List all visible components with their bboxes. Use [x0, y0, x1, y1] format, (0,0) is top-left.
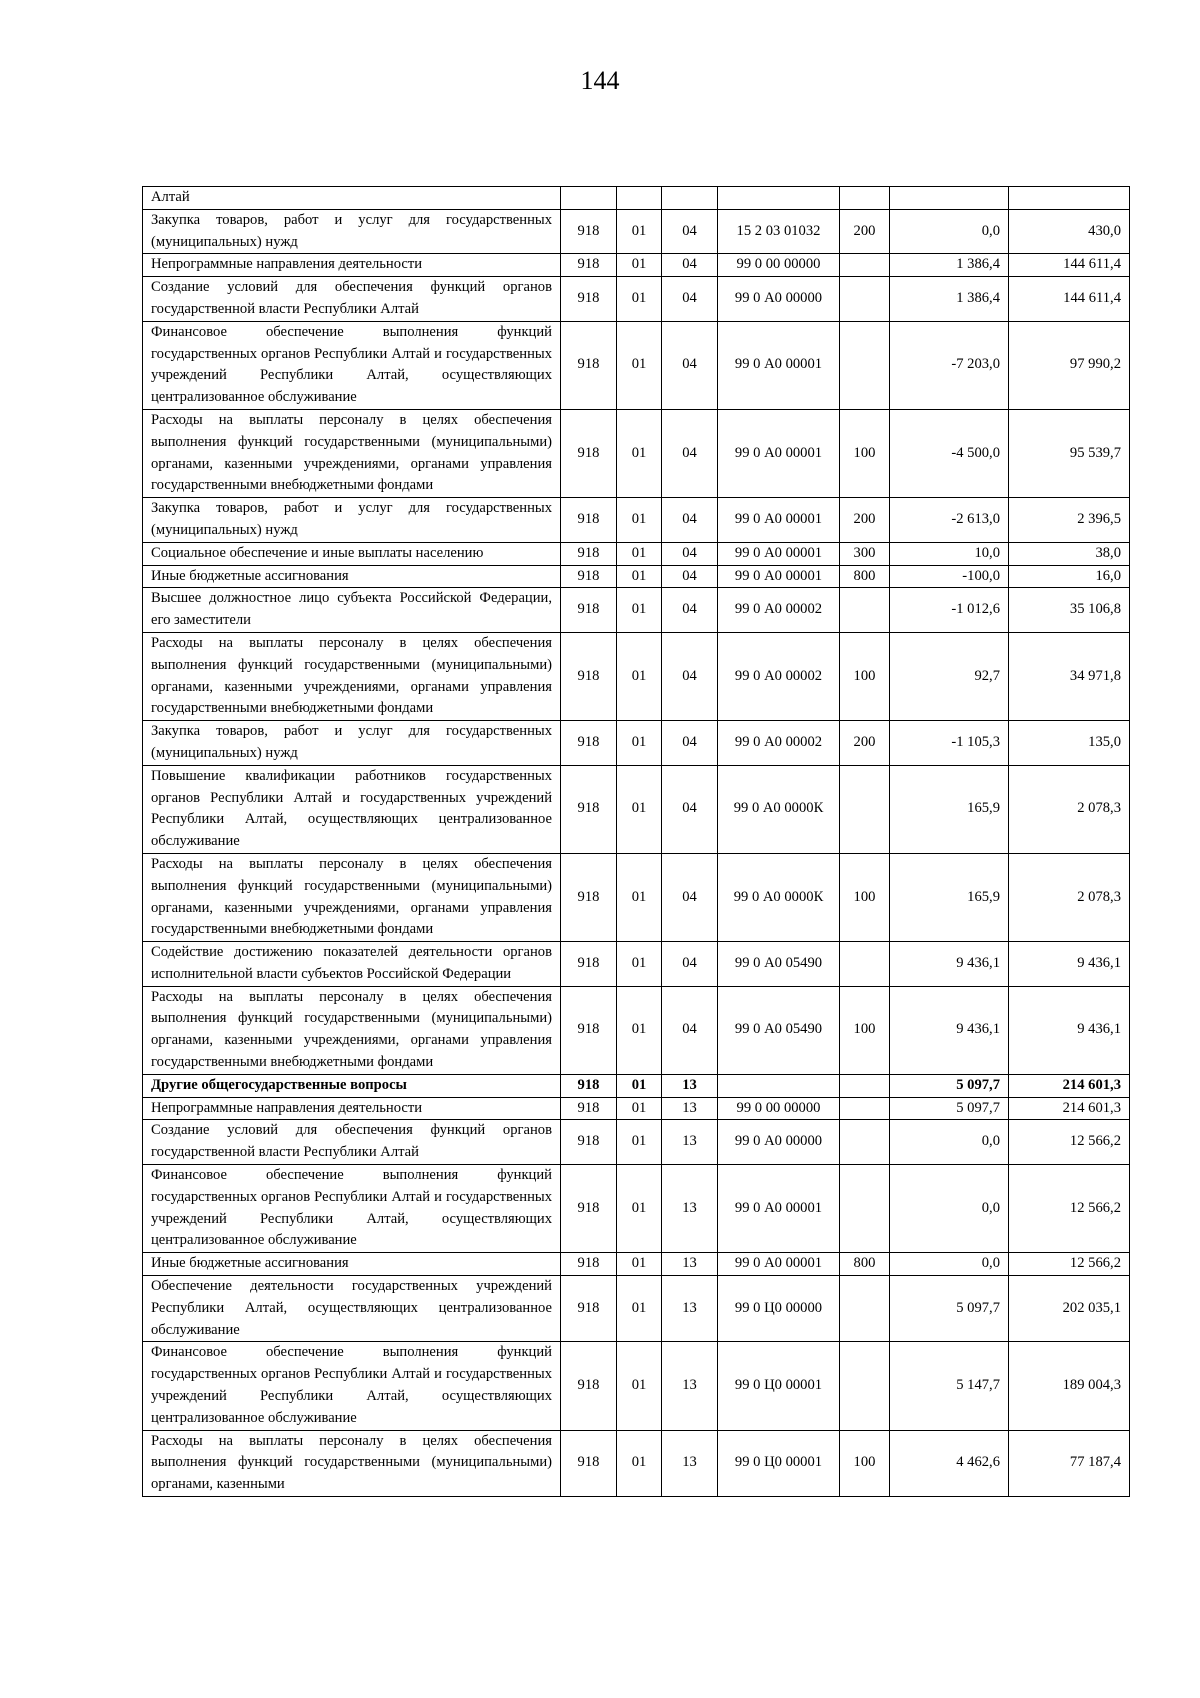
- row-name-cell: Закупка товаров, работ и услуг для государственных (муниципальных) нужд: [143, 209, 561, 254]
- row-ministry-code-cell: 918: [561, 409, 617, 497]
- row-subsection-cell: 04: [662, 721, 718, 766]
- row-section-cell: 01: [617, 277, 662, 322]
- row-section-cell: 01: [617, 498, 662, 543]
- row-expense-type-cell: [840, 187, 890, 210]
- row-total-amount-cell: 135,0: [1009, 721, 1130, 766]
- row-expense-type-cell: [840, 1342, 890, 1430]
- row-name-cell: Обеспечение деятельности государственных учреждений Республики Алтай, осуществляющих централизованное обслуживание: [143, 1276, 561, 1342]
- row-name-cell: Высшее должностное лицо субъекта Российской Федерации, его заместители: [143, 588, 561, 633]
- row-ministry-code-cell: 918: [561, 254, 617, 277]
- row-change-amount-cell: 10,0: [890, 542, 1009, 565]
- row-subsection-cell: 13: [662, 1276, 718, 1342]
- row-change-amount-cell: 1 386,4: [890, 277, 1009, 322]
- row-subsection-cell: [662, 187, 718, 210]
- row-subsection-cell: 13: [662, 1074, 718, 1097]
- row-ministry-code-cell: 918: [561, 1430, 617, 1496]
- row-subsection-cell: 13: [662, 1430, 718, 1496]
- row-subsection-cell: 04: [662, 588, 718, 633]
- row-expense-type-cell: 300: [840, 542, 890, 565]
- row-ministry-code-cell: 918: [561, 853, 617, 941]
- row-ministry-code-cell: 918: [561, 588, 617, 633]
- row-ministry-code-cell: 918: [561, 632, 617, 720]
- table-row: [143, 1165, 1130, 1253]
- row-subsection-cell: 04: [662, 254, 718, 277]
- table-row: [143, 277, 1130, 322]
- row-section-cell: 01: [617, 209, 662, 254]
- row-subsection-cell: 04: [662, 498, 718, 543]
- row-total-amount-cell: 202 035,1: [1009, 1276, 1130, 1342]
- row-change-amount-cell: 5 097,7: [890, 1074, 1009, 1097]
- row-section-cell: 01: [617, 1430, 662, 1496]
- row-target-article-cell: 99 0 А0 00001: [718, 321, 840, 409]
- row-target-article-cell: 99 0 А0 0000К: [718, 853, 840, 941]
- row-total-amount-cell: 12 566,2: [1009, 1253, 1130, 1276]
- row-ministry-code-cell: 918: [561, 1253, 617, 1276]
- table-body: [143, 187, 1130, 1497]
- row-target-article-cell: 99 0 Ц0 00000: [718, 1276, 840, 1342]
- row-target-article-cell: 99 0 А0 00002: [718, 721, 840, 766]
- row-expense-type-cell: [840, 1120, 890, 1165]
- table-row: [143, 321, 1130, 409]
- row-section-cell: 01: [617, 765, 662, 853]
- row-target-article-cell: 99 0 Ц0 00001: [718, 1430, 840, 1496]
- table-row: [143, 254, 1130, 277]
- row-expense-type-cell: [840, 765, 890, 853]
- row-name-cell: Иные бюджетные ассигнования: [143, 1253, 561, 1276]
- table-row: [143, 187, 1130, 210]
- row-section-cell: 01: [617, 254, 662, 277]
- row-subsection-cell: 04: [662, 765, 718, 853]
- row-ministry-code-cell: 918: [561, 765, 617, 853]
- page-number: 144: [580, 66, 620, 95]
- row-change-amount-cell: 9 436,1: [890, 942, 1009, 987]
- row-expense-type-cell: [840, 254, 890, 277]
- row-name-cell: Расходы на выплаты персоналу в целях обеспечения выполнения функций государственными (муниципальными) органами, казенными: [143, 1430, 561, 1496]
- row-section-cell: 01: [617, 1120, 662, 1165]
- row-name-cell: Другие общегосударственные вопросы: [143, 1074, 561, 1097]
- row-name-cell: Расходы на выплаты персоналу в целях обеспечения выполнения функций государственными (муниципальными) органами, казенными учреждениями, органами управления государственными внебюджетными фондами: [143, 409, 561, 497]
- row-change-amount-cell: -1 105,3: [890, 721, 1009, 766]
- row-expense-type-cell: [840, 277, 890, 322]
- row-name-cell: Закупка товаров, работ и услуг для государственных (муниципальных) нужд: [143, 721, 561, 766]
- row-name-cell: Финансовое обеспечение выполнения функций государственных органов Республики Алтай и государственных учреждений Республики Алтай, осуществляющих централизованное обслуживание: [143, 321, 561, 409]
- row-total-amount-cell: 214 601,3: [1009, 1074, 1130, 1097]
- row-section-cell: 01: [617, 1253, 662, 1276]
- row-expense-type-cell: [840, 588, 890, 633]
- row-expense-type-cell: 100: [840, 409, 890, 497]
- row-subsection-cell: 04: [662, 942, 718, 987]
- row-target-article-cell: [718, 1074, 840, 1097]
- row-name-cell: Иные бюджетные ассигнования: [143, 565, 561, 588]
- row-total-amount-cell: 35 106,8: [1009, 588, 1130, 633]
- row-change-amount-cell: 0,0: [890, 1253, 1009, 1276]
- row-name-cell: Финансовое обеспечение выполнения функций государственных органов Республики Алтай и государственных учреждений Республики Алтай, осуществляющих централизованное обслуживание: [143, 1342, 561, 1430]
- row-section-cell: 01: [617, 1074, 662, 1097]
- row-subsection-cell: 04: [662, 209, 718, 254]
- row-name-cell: Непрограммные направления деятельности: [143, 254, 561, 277]
- row-total-amount-cell: 2 078,3: [1009, 765, 1130, 853]
- row-name-cell: Расходы на выплаты персоналу в целях обеспечения выполнения функций государственными (муниципальными) органами, казенными учреждениями, органами управления государственными внебюджетными фондами: [143, 986, 561, 1074]
- row-total-amount-cell: 430,0: [1009, 209, 1130, 254]
- row-ministry-code-cell: 918: [561, 1074, 617, 1097]
- row-expense-type-cell: [840, 1276, 890, 1342]
- row-change-amount-cell: [890, 187, 1009, 210]
- row-total-amount-cell: 95 539,7: [1009, 409, 1130, 497]
- row-total-amount-cell: 2 078,3: [1009, 853, 1130, 941]
- row-target-article-cell: 99 0 А0 00001: [718, 565, 840, 588]
- row-subsection-cell: 13: [662, 1120, 718, 1165]
- row-section-cell: 01: [617, 409, 662, 497]
- row-section-cell: 01: [617, 1276, 662, 1342]
- row-subsection-cell: 04: [662, 409, 718, 497]
- row-section-cell: 01: [617, 986, 662, 1074]
- row-name-cell: Алтай: [143, 187, 561, 210]
- row-ministry-code-cell: 918: [561, 1342, 617, 1430]
- row-name-cell: Расходы на выплаты персоналу в целях обеспечения выполнения функций государственными (муниципальными) органами, казенными учреждениями, органами управления государственными внебюджетными фондами: [143, 853, 561, 941]
- row-name-cell: Содействие достижению показателей деятельности органов исполнительной власти субъектов Российской Федерации: [143, 942, 561, 987]
- row-section-cell: 01: [617, 942, 662, 987]
- row-ministry-code-cell: 918: [561, 542, 617, 565]
- row-ministry-code-cell: 918: [561, 1120, 617, 1165]
- row-expense-type-cell: [840, 1097, 890, 1120]
- row-change-amount-cell: 0,0: [890, 1165, 1009, 1253]
- row-section-cell: 01: [617, 565, 662, 588]
- row-ministry-code-cell: 918: [561, 986, 617, 1074]
- table-row: [143, 1097, 1130, 1120]
- row-ministry-code-cell: 918: [561, 942, 617, 987]
- row-change-amount-cell: 1 386,4: [890, 254, 1009, 277]
- row-total-amount-cell: 2 396,5: [1009, 498, 1130, 543]
- table-row: [143, 409, 1130, 497]
- table-row: [143, 765, 1130, 853]
- row-target-article-cell: [718, 187, 840, 210]
- row-total-amount-cell: [1009, 187, 1130, 210]
- row-target-article-cell: 99 0 Ц0 00001: [718, 1342, 840, 1430]
- row-total-amount-cell: 144 611,4: [1009, 277, 1130, 322]
- row-subsection-cell: 13: [662, 1097, 718, 1120]
- row-subsection-cell: 04: [662, 632, 718, 720]
- row-subsection-cell: 04: [662, 853, 718, 941]
- row-change-amount-cell: -7 203,0: [890, 321, 1009, 409]
- row-name-cell: Расходы на выплаты персоналу в целях обеспечения выполнения функций государственными (муниципальными) органами, казенными учреждениями, органами управления государственными внебюджетными фондами: [143, 632, 561, 720]
- row-ministry-code-cell: 918: [561, 1097, 617, 1120]
- row-change-amount-cell: 5 097,7: [890, 1097, 1009, 1120]
- row-name-cell: Создание условий для обеспечения функций органов государственной власти Республики Алтай: [143, 277, 561, 322]
- row-section-cell: 01: [617, 1097, 662, 1120]
- row-section-cell: 01: [617, 853, 662, 941]
- row-name-cell: Закупка товаров, работ и услуг для государственных (муниципальных) нужд: [143, 498, 561, 543]
- row-ministry-code-cell: [561, 187, 617, 210]
- table-row: [143, 1276, 1130, 1342]
- row-total-amount-cell: 77 187,4: [1009, 1430, 1130, 1496]
- row-expense-type-cell: [840, 1165, 890, 1253]
- row-ministry-code-cell: 918: [561, 321, 617, 409]
- row-change-amount-cell: -4 500,0: [890, 409, 1009, 497]
- row-section-cell: 01: [617, 588, 662, 633]
- budget-table: [142, 186, 1130, 1497]
- table-row: [143, 1120, 1130, 1165]
- row-subsection-cell: 13: [662, 1165, 718, 1253]
- table-row: [143, 853, 1130, 941]
- table-row: [143, 542, 1130, 565]
- row-target-article-cell: 99 0 А0 00001: [718, 498, 840, 543]
- row-expense-type-cell: 100: [840, 853, 890, 941]
- row-change-amount-cell: 0,0: [890, 1120, 1009, 1165]
- row-section-cell: 01: [617, 632, 662, 720]
- row-change-amount-cell: 92,7: [890, 632, 1009, 720]
- row-expense-type-cell: 800: [840, 1253, 890, 1276]
- row-subsection-cell: 04: [662, 986, 718, 1074]
- row-ministry-code-cell: 918: [561, 209, 617, 254]
- row-target-article-cell: 99 0 00 00000: [718, 1097, 840, 1120]
- row-target-article-cell: 99 0 А0 05490: [718, 942, 840, 987]
- row-change-amount-cell: 4 462,6: [890, 1430, 1009, 1496]
- row-name-cell: Финансовое обеспечение выполнения функций государственных органов Республики Алтай и государственных учреждений Республики Алтай, осуществляющих централизованное обслуживание: [143, 1165, 561, 1253]
- row-target-article-cell: 15 2 03 01032: [718, 209, 840, 254]
- row-change-amount-cell: -2 613,0: [890, 498, 1009, 543]
- row-total-amount-cell: 189 004,3: [1009, 1342, 1130, 1430]
- table-row: [143, 1253, 1130, 1276]
- row-target-article-cell: 99 0 А0 00002: [718, 588, 840, 633]
- row-target-article-cell: 99 0 А0 00000: [718, 1120, 840, 1165]
- row-target-article-cell: 99 0 А0 05490: [718, 986, 840, 1074]
- row-expense-type-cell: 200: [840, 209, 890, 254]
- row-section-cell: 01: [617, 542, 662, 565]
- row-section-cell: [617, 187, 662, 210]
- row-target-article-cell: 99 0 А0 00001: [718, 1253, 840, 1276]
- row-change-amount-cell: -100,0: [890, 565, 1009, 588]
- row-section-cell: 01: [617, 1165, 662, 1253]
- table-row: [143, 721, 1130, 766]
- table-row: [143, 565, 1130, 588]
- row-name-cell: Создание условий для обеспечения функций органов государственной власти Республики Алтай: [143, 1120, 561, 1165]
- row-subsection-cell: 04: [662, 542, 718, 565]
- row-target-article-cell: 99 0 А0 00002: [718, 632, 840, 720]
- row-total-amount-cell: 9 436,1: [1009, 986, 1130, 1074]
- row-ministry-code-cell: 918: [561, 1276, 617, 1342]
- row-subsection-cell: 04: [662, 277, 718, 322]
- row-section-cell: 01: [617, 1342, 662, 1430]
- table-row: [143, 1074, 1130, 1097]
- row-target-article-cell: 99 0 А0 00001: [718, 542, 840, 565]
- row-subsection-cell: 13: [662, 1342, 718, 1430]
- row-total-amount-cell: 12 566,2: [1009, 1165, 1130, 1253]
- row-total-amount-cell: 214 601,3: [1009, 1097, 1130, 1120]
- row-ministry-code-cell: 918: [561, 565, 617, 588]
- row-expense-type-cell: [840, 1074, 890, 1097]
- row-target-article-cell: 99 0 А0 00000: [718, 277, 840, 322]
- row-change-amount-cell: -1 012,6: [890, 588, 1009, 633]
- row-change-amount-cell: 165,9: [890, 765, 1009, 853]
- row-total-amount-cell: 9 436,1: [1009, 942, 1130, 987]
- row-change-amount-cell: 165,9: [890, 853, 1009, 941]
- row-section-cell: 01: [617, 721, 662, 766]
- row-target-article-cell: 99 0 00 00000: [718, 254, 840, 277]
- row-ministry-code-cell: 918: [561, 277, 617, 322]
- row-name-cell: Непрограммные направления деятельности: [143, 1097, 561, 1120]
- row-target-article-cell: 99 0 А0 00001: [718, 1165, 840, 1253]
- row-expense-type-cell: [840, 321, 890, 409]
- table-row: [143, 588, 1130, 633]
- row-total-amount-cell: 34 971,8: [1009, 632, 1130, 720]
- row-change-amount-cell: 5 147,7: [890, 1342, 1009, 1430]
- row-change-amount-cell: 9 436,1: [890, 986, 1009, 1074]
- row-ministry-code-cell: 918: [561, 721, 617, 766]
- row-total-amount-cell: 38,0: [1009, 542, 1130, 565]
- row-change-amount-cell: 0,0: [890, 209, 1009, 254]
- row-total-amount-cell: 16,0: [1009, 565, 1130, 588]
- table-row: [143, 209, 1130, 254]
- row-expense-type-cell: 100: [840, 1430, 890, 1496]
- row-name-cell: Социальное обеспечение и иные выплаты населению: [143, 542, 561, 565]
- row-ministry-code-cell: 918: [561, 498, 617, 543]
- row-expense-type-cell: 800: [840, 565, 890, 588]
- row-expense-type-cell: [840, 942, 890, 987]
- row-total-amount-cell: 12 566,2: [1009, 1120, 1130, 1165]
- row-ministry-code-cell: 918: [561, 1165, 617, 1253]
- table-row: [143, 1342, 1130, 1430]
- table-row: [143, 942, 1130, 987]
- row-total-amount-cell: 97 990,2: [1009, 321, 1130, 409]
- row-subsection-cell: 04: [662, 565, 718, 588]
- row-target-article-cell: 99 0 А0 00001: [718, 409, 840, 497]
- row-section-cell: 01: [617, 321, 662, 409]
- table-row: [143, 1430, 1130, 1496]
- row-expense-type-cell: 200: [840, 721, 890, 766]
- row-target-article-cell: 99 0 А0 0000К: [718, 765, 840, 853]
- row-name-cell: Повышение квалификации работников государственных органов Республики Алтай и государственных учреждений Республики Алтай, осуществляющих централизованное обслуживание: [143, 765, 561, 853]
- row-subsection-cell: 13: [662, 1253, 718, 1276]
- row-total-amount-cell: 144 611,4: [1009, 254, 1130, 277]
- table-row: [143, 986, 1130, 1074]
- row-subsection-cell: 04: [662, 321, 718, 409]
- row-expense-type-cell: 200: [840, 498, 890, 543]
- row-expense-type-cell: 100: [840, 986, 890, 1074]
- table-row: [143, 498, 1130, 543]
- row-expense-type-cell: 100: [840, 632, 890, 720]
- row-change-amount-cell: 5 097,7: [890, 1276, 1009, 1342]
- table-row: [143, 632, 1130, 720]
